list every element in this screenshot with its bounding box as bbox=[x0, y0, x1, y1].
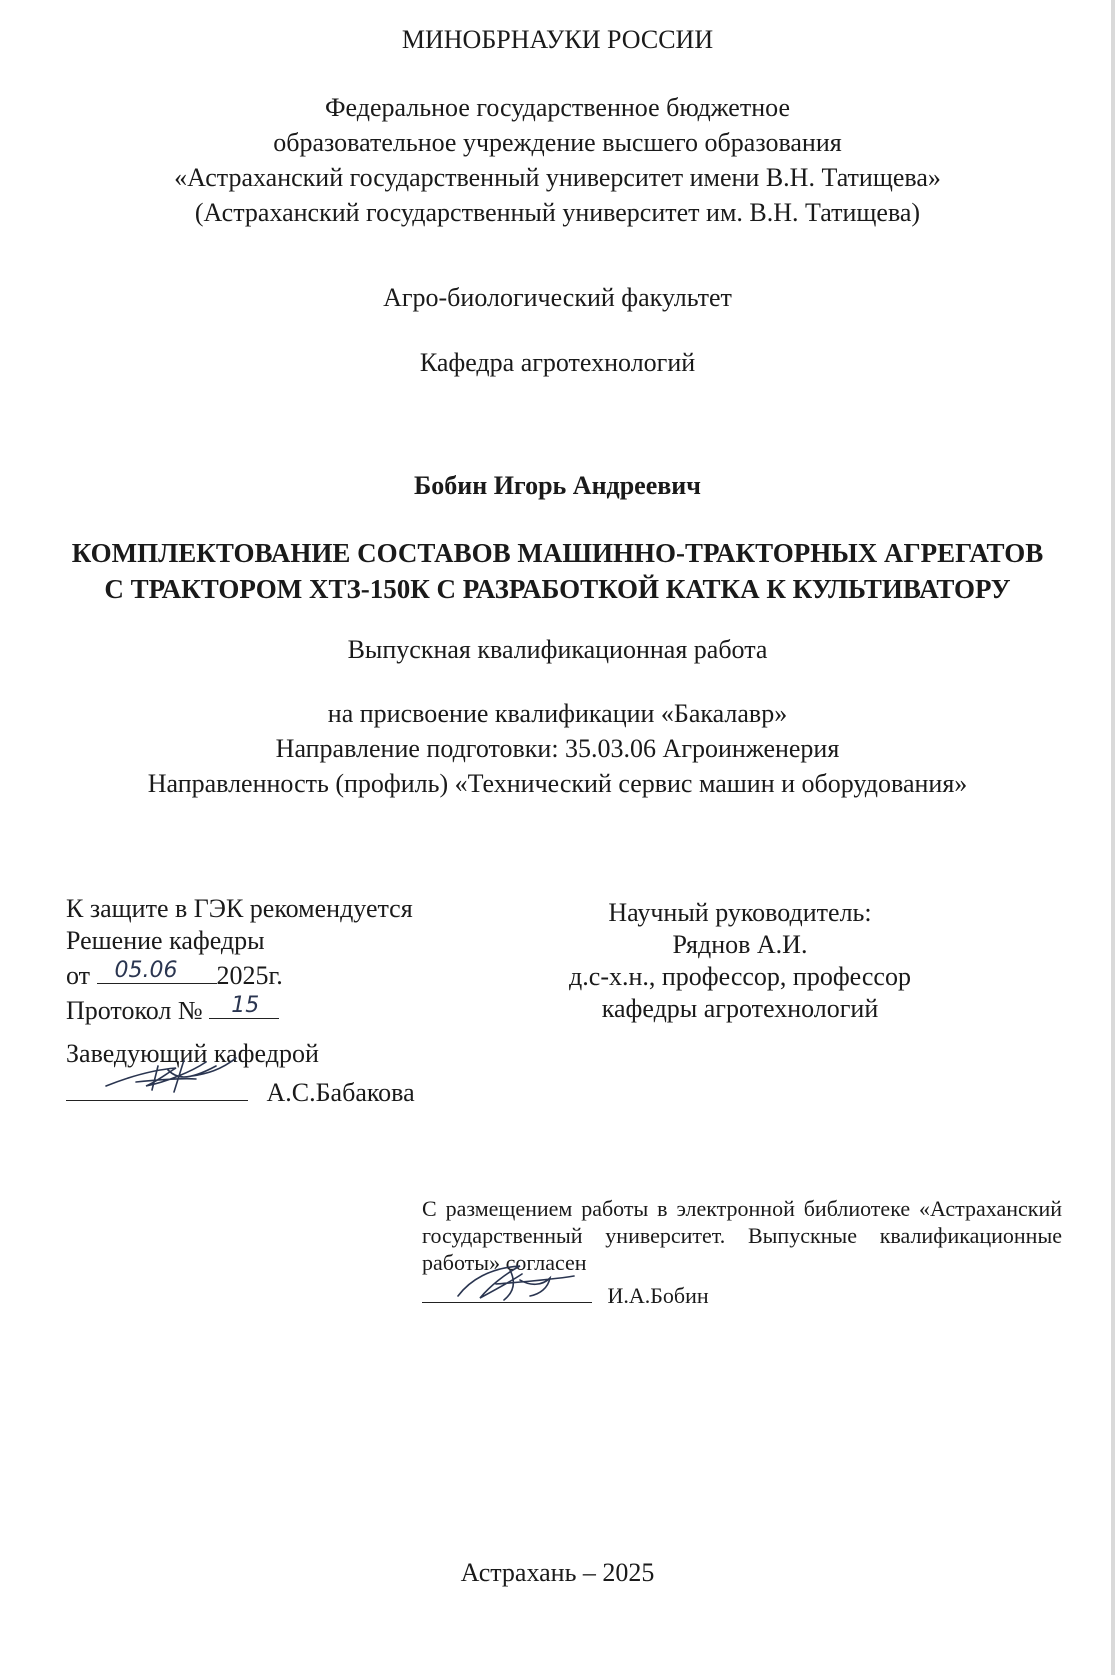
protocol-handwritten: 15 bbox=[231, 993, 260, 1018]
head-signature-image bbox=[96, 1052, 246, 1096]
consent-block bbox=[422, 1195, 1062, 1309]
date-handwritten: 05.06 bbox=[114, 958, 178, 983]
approval-block bbox=[66, 893, 413, 1027]
protocol-field bbox=[209, 992, 279, 1019]
title-line: КОМПЛЕКТОВАНИЕ СОСТАВОВ МАШИННО-ТРАКТОРНЫХ АГРЕГАТОВ bbox=[71, 538, 1044, 568]
department bbox=[0, 345, 1115, 380]
supervisor-name: Ряднов А.И. bbox=[672, 930, 808, 959]
student-signature-field bbox=[422, 1280, 592, 1303]
head-name: А.С.Бабакова bbox=[266, 1078, 415, 1107]
institution-block bbox=[0, 90, 1115, 230]
date-prefix: от bbox=[66, 961, 91, 990]
city-year: Астрахань – 2025 bbox=[460, 1558, 655, 1587]
thesis-title bbox=[0, 535, 1115, 607]
qualification-block bbox=[0, 696, 1115, 801]
qualification-line: на присвоение квалификации «Бакалавр» bbox=[327, 699, 788, 728]
supervisor-degree: д.с-х.н., профессор, профессор bbox=[569, 962, 911, 991]
title-line: С ТРАКТОРОМ ХТЗ-150К С РАЗРАБОТКОЙ КАТКА К КУЛЬТИВАТОРУ bbox=[104, 574, 1011, 604]
page-edge bbox=[1111, 0, 1115, 1675]
head-of-department-block bbox=[66, 1038, 415, 1109]
faculty-name: Агро-биологический факультет bbox=[383, 283, 732, 312]
footer bbox=[0, 1555, 1115, 1590]
supervisor-block bbox=[520, 897, 960, 1025]
supervisor-label: Научный руководитель: bbox=[608, 898, 872, 927]
author bbox=[0, 468, 1115, 503]
institution-line: Федеральное государственное бюджетное bbox=[325, 93, 790, 122]
ministry-name: МИНОБРНАУКИ РОССИИ bbox=[401, 25, 714, 54]
student-name: И.А.Бобин bbox=[607, 1283, 709, 1308]
department-name: Кафедра агротехнологий bbox=[419, 348, 696, 377]
supervisor-department: кафедры агротехнологий bbox=[601, 994, 879, 1023]
institution-line: образовательное учреждение высшего образования bbox=[273, 128, 842, 157]
approval-decision: Решение кафедры bbox=[66, 926, 265, 955]
head-signature-line bbox=[66, 1074, 415, 1109]
qualification-line: Направление подготовки: 35.03.06 Агроинженерия bbox=[275, 734, 840, 763]
work-type-text: Выпускная квалификационная работа bbox=[347, 635, 768, 664]
institution-line: (Астраханский государственный университет им. В.Н. Татищева) bbox=[194, 198, 921, 227]
author-name: Бобин Игорь Андреевич bbox=[414, 471, 701, 500]
approval-recommended: К защите в ГЭК рекомендуется bbox=[66, 894, 413, 923]
approval-date-line bbox=[66, 957, 413, 992]
ministry-heading bbox=[0, 22, 1115, 57]
work-type bbox=[0, 632, 1115, 667]
institution-line: «Астраханский государственный университет имени В.Н. Татищева» bbox=[174, 163, 941, 192]
faculty bbox=[0, 280, 1115, 315]
date-suffix: 2025г. bbox=[216, 961, 283, 990]
approval-protocol-line bbox=[66, 992, 413, 1027]
date-field bbox=[97, 957, 217, 984]
consent-text: С размещением работы в электронной библиотеке «Астраханский государственный университет. Выпускные квалификационные работы» согласен bbox=[422, 1196, 1062, 1275]
head-label: Заведующий кафедрой bbox=[66, 1039, 319, 1068]
student-signature-image bbox=[450, 1260, 580, 1304]
protocol-prefix: Протокол № bbox=[66, 996, 203, 1025]
head-signature-field bbox=[66, 1074, 248, 1101]
consent-signature-line bbox=[422, 1280, 1062, 1309]
qualification-line: Направленность (профиль) «Технический сервис машин и оборудования» bbox=[147, 769, 968, 798]
